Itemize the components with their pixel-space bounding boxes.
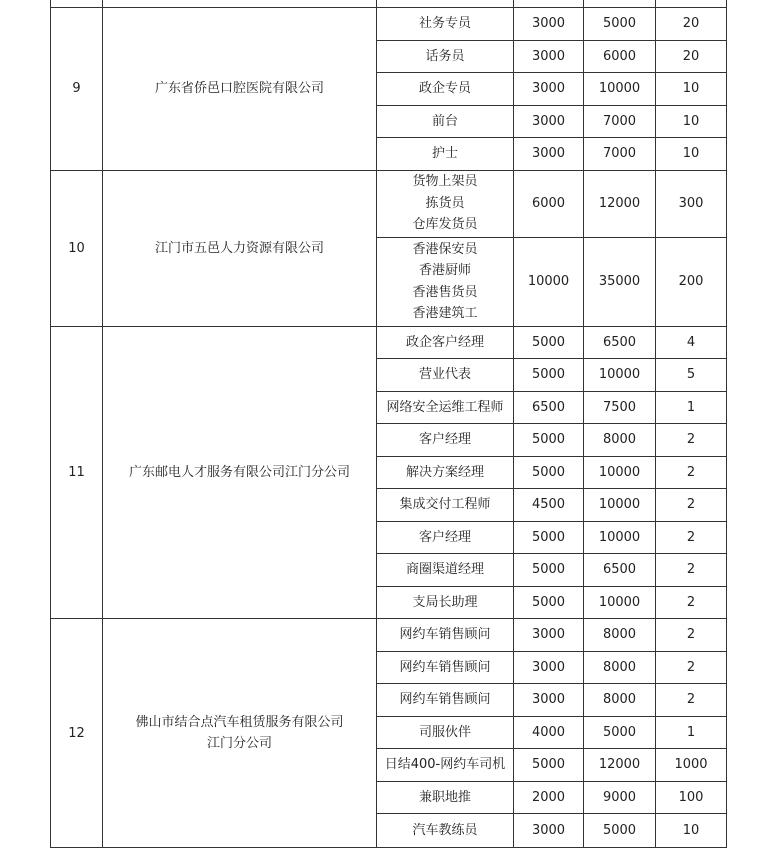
headcount: 2 bbox=[656, 554, 727, 587]
salary-max: 35000 bbox=[584, 237, 656, 326]
table-body bbox=[51, 0, 727, 848]
salary-min: 5000 bbox=[514, 359, 584, 392]
salary-max: 6000 bbox=[584, 40, 656, 73]
cell-line: 货物上架员 bbox=[412, 174, 478, 190]
salary-max: 5000 bbox=[584, 814, 656, 848]
position-name bbox=[377, 716, 514, 749]
headcount: 200 bbox=[656, 237, 727, 326]
cell-line: 江门分公司 bbox=[206, 736, 272, 751]
cell-line: 支局长助理 bbox=[412, 594, 478, 610]
cell-line: 集成交付工程师 bbox=[399, 497, 491, 513]
position-name bbox=[377, 456, 514, 489]
cell-line: 兼职地推 bbox=[418, 789, 471, 805]
position-name bbox=[377, 105, 514, 138]
cell-line: 司服伙伴 bbox=[418, 724, 471, 740]
cell-line: 拣货员 bbox=[425, 195, 465, 211]
cell-line: 营业代表 bbox=[418, 367, 471, 383]
position-name bbox=[377, 138, 514, 171]
salary-min: 3000 bbox=[514, 8, 584, 41]
position-name bbox=[377, 619, 514, 652]
salary-min: 5000 bbox=[514, 326, 584, 359]
salary-min: 5000 bbox=[514, 424, 584, 457]
table-row-previous-group bbox=[51, 0, 727, 8]
salary-max: 7500 bbox=[584, 391, 656, 424]
salary-max: 10000 bbox=[584, 586, 656, 619]
cell-line: 商圈渠道经理 bbox=[405, 562, 484, 578]
table-row bbox=[51, 619, 727, 652]
salary-min: 3000 bbox=[514, 73, 584, 106]
salary-min: 3000 bbox=[514, 105, 584, 138]
salary-max: 6500 bbox=[584, 326, 656, 359]
salary-min: 3000 bbox=[514, 40, 584, 73]
cell-line: 香港建筑工 bbox=[412, 306, 478, 321]
salary-max: 10000 bbox=[584, 489, 656, 522]
cell-line: 社务专员 bbox=[418, 16, 471, 32]
salary-min: 5000 bbox=[514, 586, 584, 619]
recruitment-table bbox=[50, 0, 727, 848]
cell-line: 香港厨师 bbox=[418, 263, 471, 278]
salary-max: 9000 bbox=[584, 781, 656, 814]
salary-max: 5000 bbox=[584, 716, 656, 749]
salary-min: 6500 bbox=[514, 391, 584, 424]
salary-max: 5000 bbox=[584, 8, 656, 41]
position-name bbox=[377, 781, 514, 814]
salary-max: 8000 bbox=[584, 619, 656, 652]
headcount: 2 bbox=[656, 489, 727, 522]
position-name bbox=[377, 170, 514, 237]
position-name bbox=[377, 237, 514, 326]
position-name bbox=[377, 489, 514, 522]
salary-min: 3000 bbox=[514, 814, 584, 848]
position-name bbox=[377, 326, 514, 359]
salary-max: 7000 bbox=[584, 105, 656, 138]
company-name bbox=[103, 8, 377, 171]
company-name bbox=[103, 619, 377, 848]
position-name bbox=[377, 424, 514, 457]
table-row bbox=[51, 326, 727, 359]
cell-line: 客户经理 bbox=[418, 432, 471, 448]
headcount: 2 bbox=[656, 651, 727, 684]
headcount: 1 bbox=[656, 716, 727, 749]
position-name bbox=[377, 521, 514, 554]
salary-max: 6500 bbox=[584, 554, 656, 587]
headcount: 1000 bbox=[656, 749, 727, 782]
cell-line: 客户经理 bbox=[418, 529, 471, 545]
cell-line: 香港保安员 bbox=[412, 241, 478, 257]
cell-line: 汽车教练员 bbox=[412, 823, 478, 838]
salary-min: 3000 bbox=[514, 684, 584, 717]
headcount: 2 bbox=[656, 619, 727, 652]
salary-max: 8000 bbox=[584, 684, 656, 717]
position-name bbox=[377, 586, 514, 619]
salary-min: 5000 bbox=[514, 521, 584, 554]
group-number: 11 bbox=[51, 326, 103, 619]
cell-line: 政企客户经理 bbox=[405, 334, 484, 350]
position-name bbox=[377, 73, 514, 106]
cell-line: 网约车销售顾问 bbox=[399, 659, 491, 675]
position-name bbox=[377, 391, 514, 424]
headcount: 100 bbox=[656, 781, 727, 814]
table-cell bbox=[103, 0, 377, 8]
cell-line: 佛山市结合点汽车租赁服务有限公司 bbox=[135, 715, 344, 730]
headcount: 1 bbox=[656, 391, 727, 424]
cell-line: 日结400-网约车司机 bbox=[384, 757, 506, 773]
table-cell bbox=[51, 0, 103, 8]
position-name bbox=[377, 651, 514, 684]
salary-max: 12000 bbox=[584, 170, 656, 237]
group-number: 10 bbox=[51, 170, 103, 326]
position-name bbox=[377, 8, 514, 41]
position-name bbox=[377, 359, 514, 392]
salary-min: 2000 bbox=[514, 781, 584, 814]
cell-line: 护士 bbox=[431, 146, 458, 162]
table-row bbox=[51, 8, 727, 41]
cell-line: 香港售货员 bbox=[412, 284, 478, 300]
salary-min: 3000 bbox=[514, 619, 584, 652]
salary-min: 6000 bbox=[514, 170, 584, 237]
salary-max: 8000 bbox=[584, 424, 656, 457]
cell-line: 前台 bbox=[431, 113, 458, 129]
salary-max: 10000 bbox=[584, 73, 656, 106]
salary-max: 8000 bbox=[584, 651, 656, 684]
headcount: 2 bbox=[656, 586, 727, 619]
table-cell bbox=[377, 0, 514, 8]
cell-line: 广东省侨邑口腔医院有限公司 bbox=[154, 81, 324, 97]
headcount: 2 bbox=[656, 521, 727, 554]
salary-min: 4000 bbox=[514, 716, 584, 749]
cell-line: 话务员 bbox=[425, 48, 465, 64]
salary-min: 5000 bbox=[514, 456, 584, 489]
headcount: 20 bbox=[656, 40, 727, 73]
salary-max: 7000 bbox=[584, 138, 656, 171]
table-cell bbox=[514, 0, 584, 8]
salary-min: 3000 bbox=[514, 138, 584, 171]
cell-line: 网约车销售顾问 bbox=[399, 692, 491, 708]
cell-line: 网约车销售顾问 bbox=[399, 627, 491, 643]
group-number: 9 bbox=[51, 8, 103, 171]
table-cell bbox=[584, 0, 656, 8]
headcount: 4 bbox=[656, 326, 727, 359]
salary-min: 5000 bbox=[514, 749, 584, 782]
cell-line: 政企专员 bbox=[418, 81, 471, 97]
headcount: 10 bbox=[656, 138, 727, 171]
position-name bbox=[377, 749, 514, 782]
company-name bbox=[103, 326, 377, 619]
cell-line: 广东邮电人才服务有限公司江门分公司 bbox=[128, 464, 350, 480]
cell-line: 江门市五邑人力资源有限公司 bbox=[154, 240, 324, 256]
salary-max: 10000 bbox=[584, 456, 656, 489]
position-name bbox=[377, 814, 514, 848]
cell-line: 仓库发货员 bbox=[412, 217, 478, 233]
headcount: 10 bbox=[656, 73, 727, 106]
headcount: 5 bbox=[656, 359, 727, 392]
headcount: 10 bbox=[656, 105, 727, 138]
salary-min: 4500 bbox=[514, 489, 584, 522]
group-number: 12 bbox=[51, 619, 103, 848]
salary-max: 10000 bbox=[584, 521, 656, 554]
position-name bbox=[377, 40, 514, 73]
cell-line: 解决方案经理 bbox=[405, 464, 484, 480]
salary-min: 3000 bbox=[514, 651, 584, 684]
table-row bbox=[51, 170, 727, 237]
company-name bbox=[103, 170, 377, 326]
position-name bbox=[377, 554, 514, 587]
position-name bbox=[377, 684, 514, 717]
salary-min: 10000 bbox=[514, 237, 584, 326]
salary-max: 12000 bbox=[584, 749, 656, 782]
headcount: 20 bbox=[656, 8, 727, 41]
table-cell bbox=[656, 0, 727, 8]
cell-line: 网络安全运维工程师 bbox=[386, 399, 504, 415]
headcount: 2 bbox=[656, 684, 727, 717]
headcount: 300 bbox=[656, 170, 727, 237]
salary-max: 10000 bbox=[584, 359, 656, 392]
headcount: 2 bbox=[656, 424, 727, 457]
headcount: 10 bbox=[656, 814, 727, 848]
salary-min: 5000 bbox=[514, 554, 584, 587]
headcount: 2 bbox=[656, 456, 727, 489]
